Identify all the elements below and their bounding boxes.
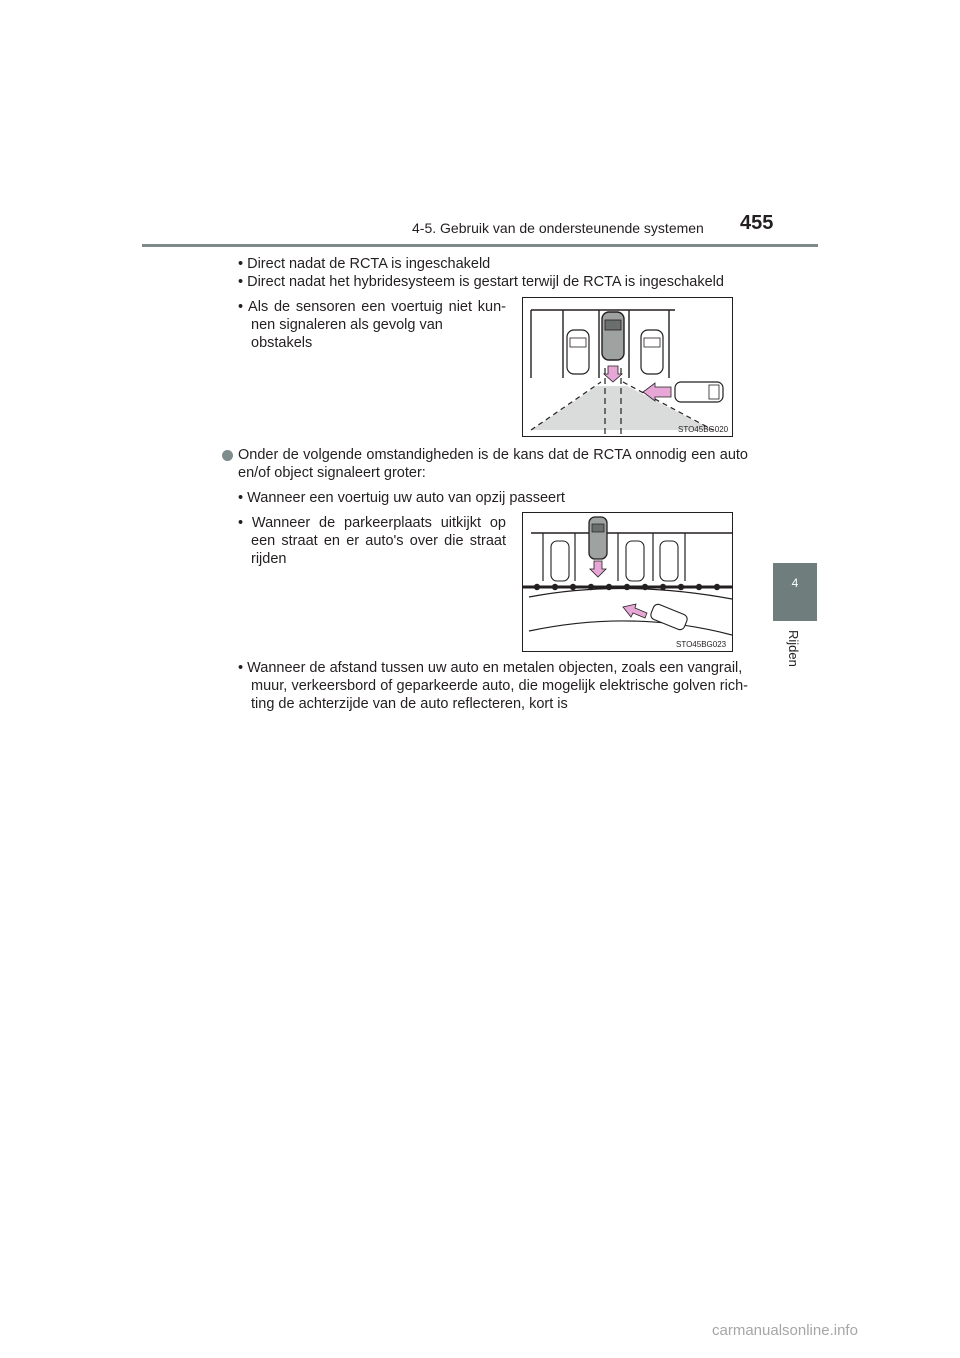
figure-parking-street-drawing (523, 513, 732, 651)
guardrail-post (534, 584, 540, 590)
list-item-parking (238, 514, 506, 568)
list-item-metal-first: • Wanneer de afstand tussen uw auto en metalen objecten, zoals een vangrail, (238, 660, 743, 676)
list-item-sensors-first: • Als de sensoren een voertuig niet kun- (238, 299, 506, 315)
guardrail-post (606, 584, 612, 590)
guardrail-post (678, 584, 684, 590)
guardrail-post (714, 584, 720, 590)
guardrail-post (642, 584, 648, 590)
chapter-tab (773, 563, 817, 621)
section-title: 4-5. Gebruik van de ondersteunende systemen (412, 220, 704, 236)
chapter-label: Rijden (786, 630, 801, 667)
list-item-sensors-rest: nen signaleren als gevolg van obstakels (251, 317, 443, 351)
figure-code: STO45BG020 (678, 425, 729, 434)
list-item: • Wanneer een voertuig uw auto van opzij passeert (238, 490, 565, 506)
list-item-parking-rest: een straat en er auto's over die straat rijden (251, 533, 506, 567)
guardrail-post (660, 584, 666, 590)
list-item: • Direct nadat het hybridesysteem is gestart terwijl de RCTA is ingeschakeld (238, 274, 724, 290)
guardrail-post (624, 584, 630, 590)
header-rule (142, 244, 818, 247)
list-item-metal-rest: muur, verkeersbord of geparkeerde auto, die mogelijk elektrische golven rich- ting de achterzijde van de auto reflecteren, kort is (251, 678, 748, 712)
guardrail-post (552, 584, 558, 590)
guardrail-post (696, 584, 702, 590)
figure-code: STO45BG023 (676, 640, 727, 649)
list-item-sensors (238, 298, 506, 352)
figure-sensors-blocked (522, 297, 733, 437)
figure-sensors-blocked-drawing (523, 298, 732, 436)
chapter-number: 4 (791, 576, 799, 590)
list-item-metal (238, 659, 748, 713)
bullet-dot (222, 450, 233, 461)
bullet-paragraph: Onder de volgende omstandigheden is de kans dat de RCTA onnodig een auto en/of object signaleert groter: (238, 447, 748, 481)
guardrail-post (570, 584, 576, 590)
list-item-parking-first: • Wanneer de parkeerplaats uitkijkt op (238, 515, 506, 531)
watermark: carmanualsonline.info (712, 1322, 858, 1339)
page-number: 455 (740, 212, 774, 234)
guardrail-post (588, 584, 594, 590)
figure-parking-street (522, 512, 733, 652)
list-item: • Direct nadat de RCTA is ingeschakeld (238, 256, 491, 272)
